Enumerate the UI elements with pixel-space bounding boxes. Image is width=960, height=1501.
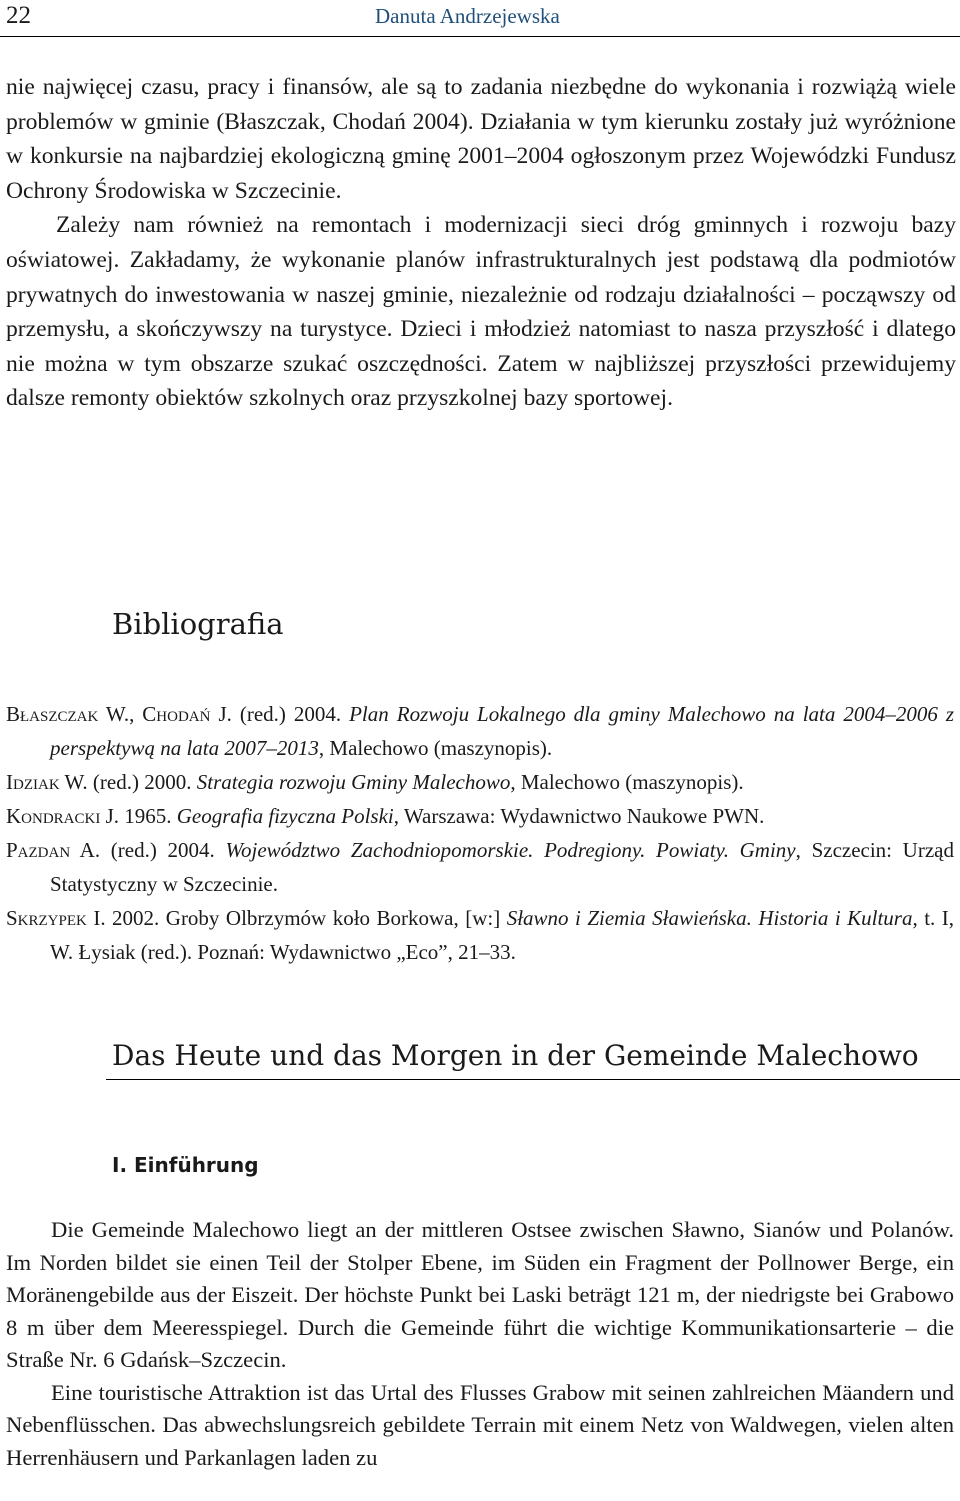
entry-author: Błaszczak W., Chodań J. xyxy=(6,702,232,726)
entry-title: Strategia rozwoju Gminy Malechowo xyxy=(196,770,511,794)
paragraph: Die Gemeinde Malechowo liegt an der mittleren Ostsee zwischen Sławno, Sianów und Polanów. Im Norden bildet sie einen Teil der Stolper Ebene, im Süden ein Fragment der Pollnower Berge, ein Moränengebilde aus der Eiszeit. Der höchste Punkt bei Laski beträgt 121 m, der niedrigste bei Grabowo 8 m über dem Meeresspiegel. Durch die Gemeinde führt die wichtige Kommunikationsarterie – die Straße Nr. 6 Gdańsk–Szczecin. xyxy=(6,1217,954,1372)
page-header xyxy=(0,0,960,37)
entry-title: Województwo Zachodniopomorskie. Podregiony. Powiaty. Gminy xyxy=(225,838,796,862)
entry-title: Sławno i Ziemia Sławieńska. Historia i Kultura xyxy=(506,906,913,930)
bibliography-entry: Kondracki J. 1965. Geografia fizyczna Polski, Warszawa: Wydawnictwo Naukowe PWN. xyxy=(6,804,765,828)
entry-title: Geografia fizyczna Polski xyxy=(176,804,394,828)
bibliography-heading: Bibliografia xyxy=(112,607,284,641)
bibliography-entry: Skrzypek I. 2002. Groby Olbrzymów koło Borkowa, [w:] Sławno i Ziemia Sławieńska. Historia i Kultura, t. I, W. Łysiak (red.). Poznań: Wydawnictwo „Eco”, 21–33. xyxy=(6,906,955,964)
entry-author: Kondracki J. xyxy=(6,804,120,828)
paragraph: Eine touristische Attraktion ist das Urtal des Flusses Grabow mit seinen zahlreichen Mäandern und Nebenflüsschen. Das abwechslungsreich gebildete Terrain mit einem Netz von Waldwegen, vielen alten Herrenhäusern und Parkanlagen laden zu xyxy=(6,1379,954,1470)
entry-author: Pazdan A. xyxy=(6,838,101,862)
entry-title: Plan Rozwoju Lokalnego dla gminy Malechowo na lata 2004–2006 z perspektywą na lata 2007–2013 xyxy=(50,702,954,760)
section-heading: I. Einführung xyxy=(112,1153,259,1177)
bibliography-entry: Błaszczak W., Chodań J. (red.) 2004. Plan Rozwoju Lokalnego dla gminy Malechowo na lata 2004–2006 z perspektywą na lata 2007–2013, Malechowo (maszynopis). xyxy=(6,702,954,760)
paragraph: Zależy nam również na remontach i modernizacji sieci dróg gminnych i rozwoju bazy oświatowej. Zakładamy, że wykonanie planów infrastrukturalnych jest podstawą dla podmiotów prywatnych do inwestowania w naszej gminie, niezależnie od rodzaju działalności – począwszy od przemysłu, a skończywszy na turystyce. Dzieci i młodzież natomiast to nasza przyszłość i dlatego nie można w tym obszarze szukać oszczędności. Zatem w najbliższej przyszłości przewidujemy dalsze remonty obiektów szkolnych oraz przyszkolnej bazy sportowej. xyxy=(6,212,956,412)
entry-author: Skrzypek I. xyxy=(6,906,106,930)
running-head: Danuta Andrzejewska xyxy=(375,4,560,28)
entry-author: Idziak W. xyxy=(6,770,88,794)
bibliography-list xyxy=(6,697,954,969)
bibliography-entry: Pazdan A. (red.) 2004. Województwo Zachodniopomorskie. Podregiony. Powiaty. Gminy, Szczecin: Urząd Statystyczny w Szczecinie. xyxy=(6,838,954,896)
paragraph: nie najwięcej czasu, pracy i finansów, ale są to zadania niezbędne do wykonania i rozwiążą wiele problemów w gminie (Błaszczak, Chodań 2004). Działania w tym kierunku zostały już wyróżnione w konkursie na najbardziej ekologiczną gminę 2001–2004 ogłoszonym przez Wojewódzki Fundusz Ochrony Środowiska w Szczecinie. xyxy=(6,74,956,204)
bibliography-entry: Idziak W. (red.) 2000. Strategia rozwoju Gminy Malechowo, Malechowo (maszynopis). xyxy=(6,770,744,794)
german-text xyxy=(6,1214,954,1474)
polish-text xyxy=(6,70,956,416)
page-number: 22 xyxy=(6,2,31,29)
german-article-title: Das Heute und das Morgen in der Gemeinde Malechowo xyxy=(106,1036,960,1080)
